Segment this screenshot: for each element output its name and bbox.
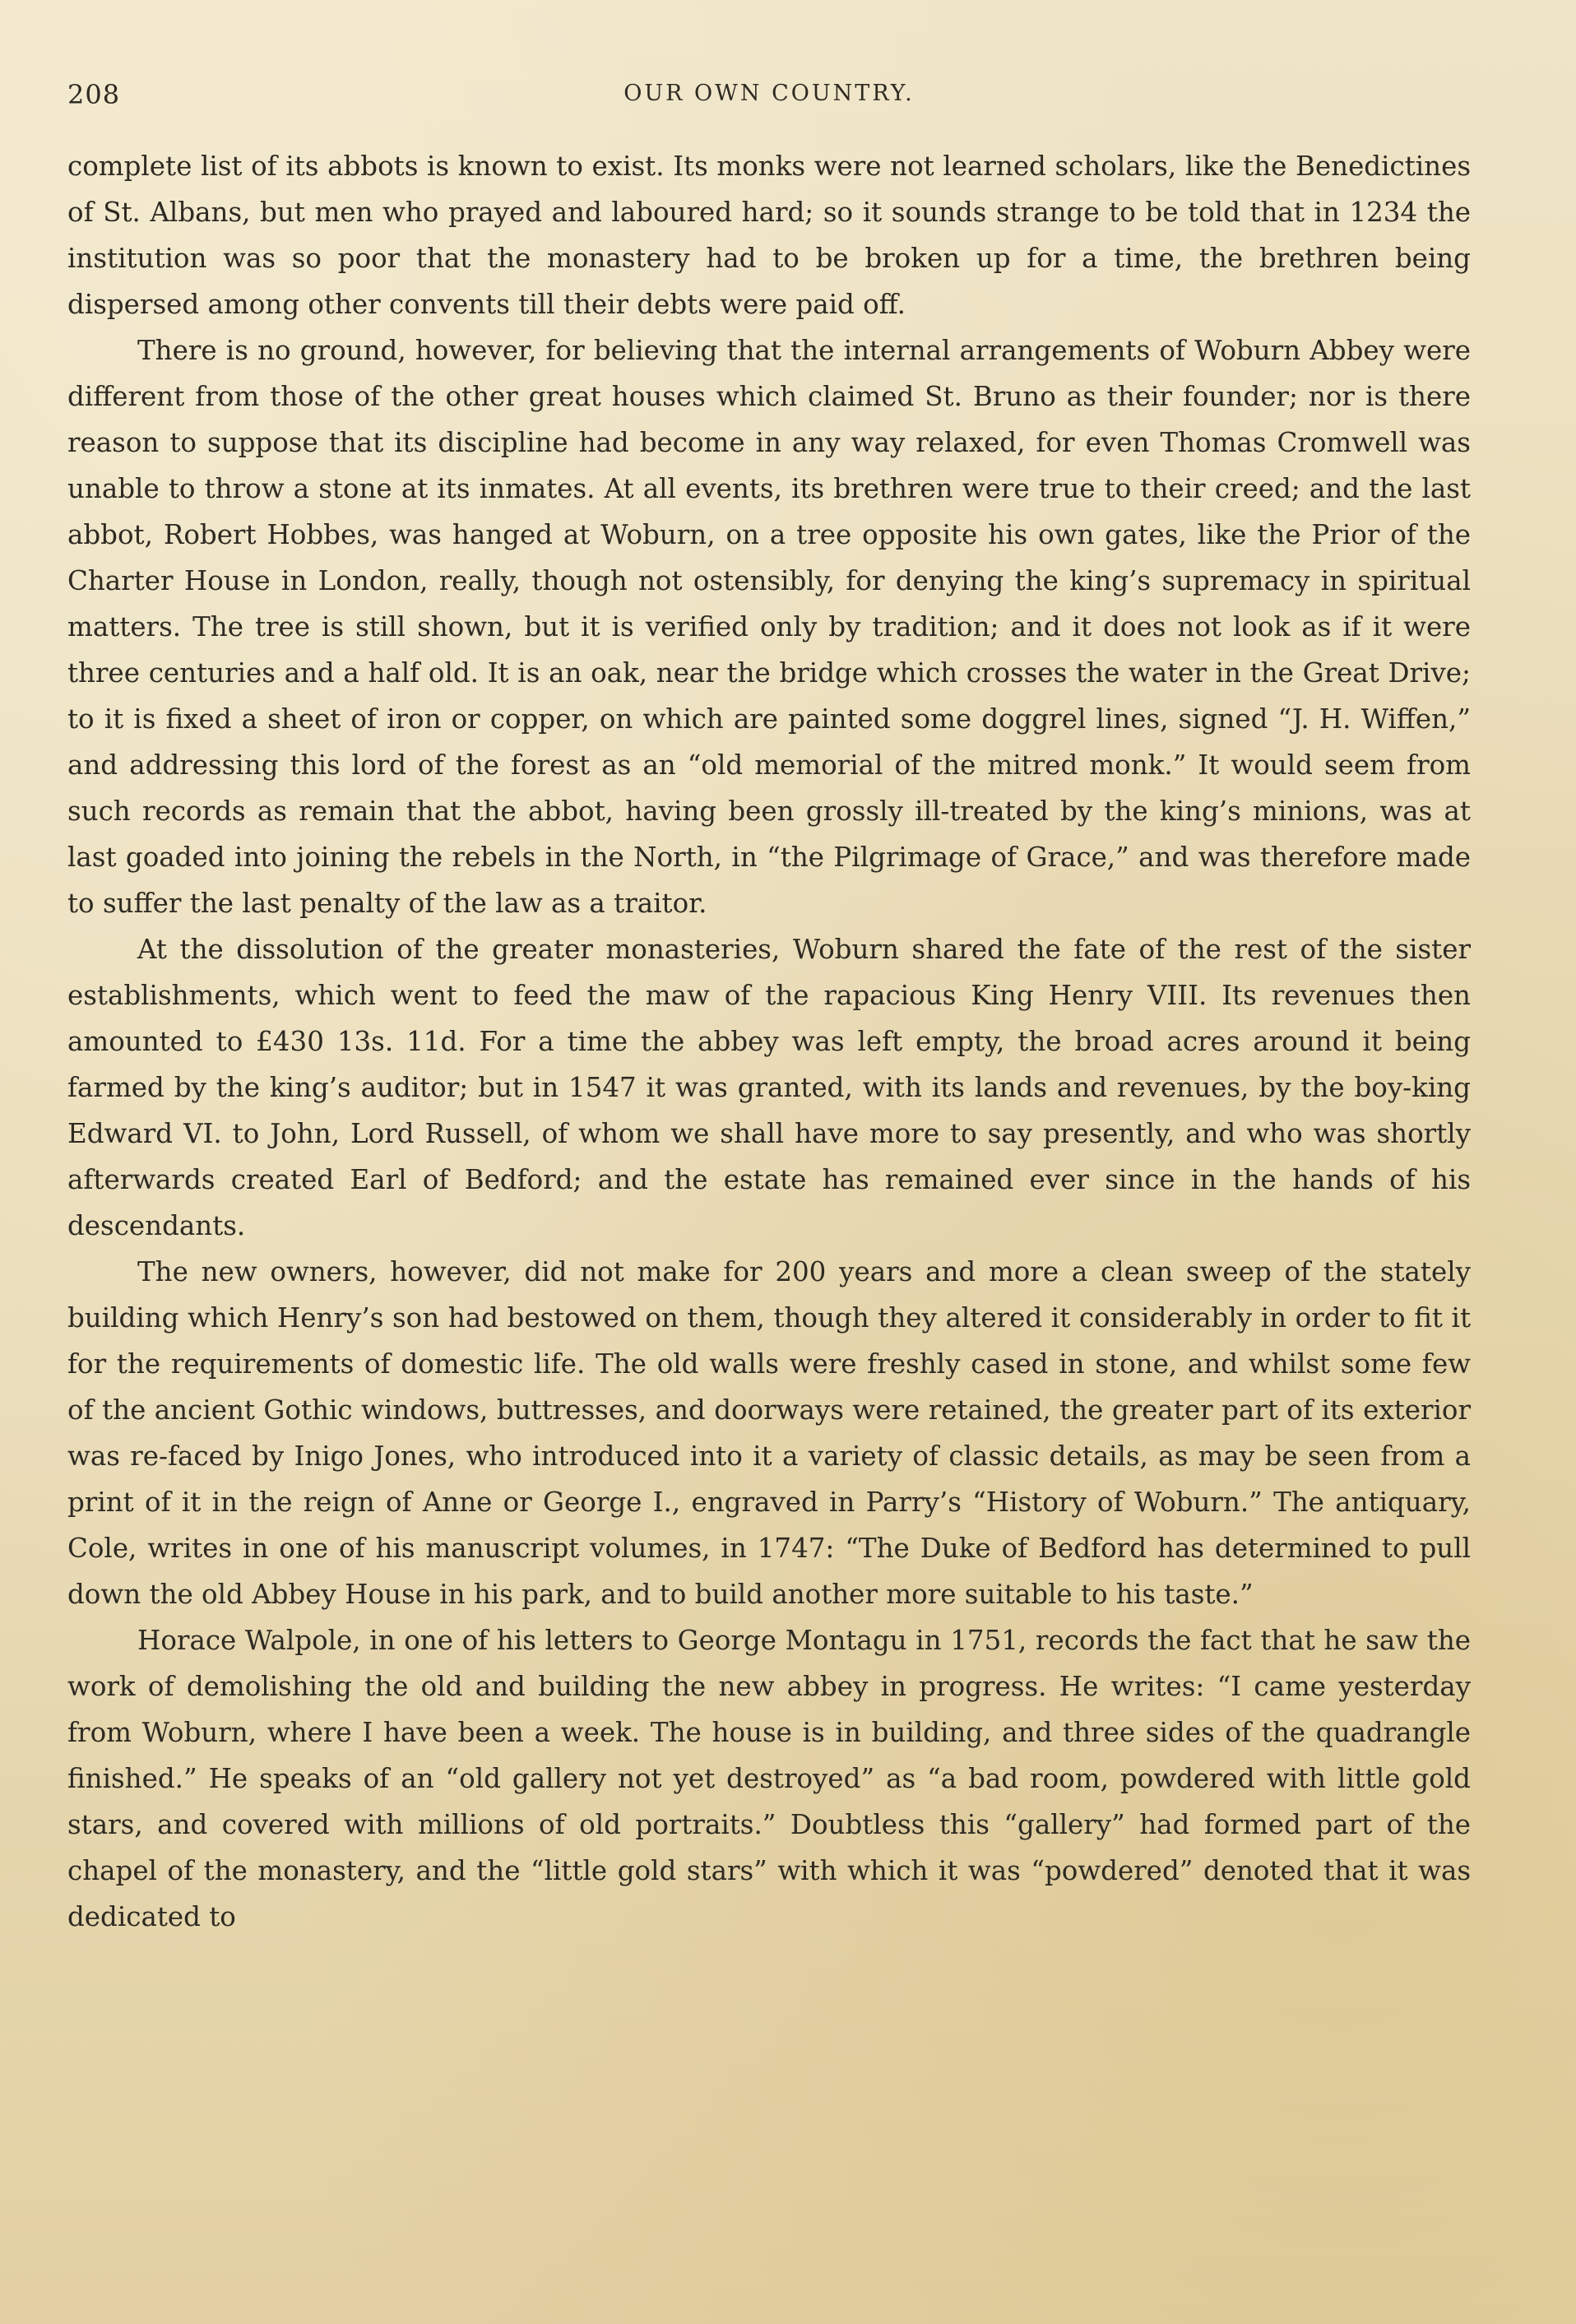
paragraph-3: At the dissolution of the greater monasteries, Woburn shared the fate of the rest of the sister establishments, which went to feed the maw of the rapacious King Henry VIII. Its revenues then amounted to £430 13s. 11d. For a time the abbey was left empty, the broad acres around it being farmed by the king’s auditor; but in 1547 it was granted, with its lands and revenues, by the boy-king Edward VI. to John, Lord Russell, of whom we shall have more to say presently, and who was shortly afterwards created Earl of Bedford; and the estate has remained ever since in the hands of his descendants. — [67, 934, 1471, 1241]
running-title: OUR OWN COUNTRY. — [623, 81, 915, 106]
body-text — [67, 143, 1471, 1940]
page-number: 208 — [67, 79, 121, 110]
book-page — [67, 79, 1471, 1940]
paragraph-4: The new owners, however, did not make for 200 years and more a clean sweep of the stately building which Henry’s son had bestowed on them, though they altered it considerably in order to fit it for the requirements of domestic life. The old walls were freshly cased in stone, and whilst some few of the ancient Gothic windows, buttresses, and doorways were retained, the greater part of its exterior was re-faced by Inigo Jones, who introduced into it a variety of classic details, as may be seen from a print of it in the reign of Anne or George I., engraved in Parry’s “History of Woburn.” The antiquary, Cole, writes in one of his manuscript volumes, in 1747: “The Duke of Bedford has determined to pull down the old Abbey House in his park, and to build another more suitable to his taste.” — [67, 1256, 1471, 1610]
paragraph-5: Horace Walpole, in one of his letters to George Montagu in 1751, records the fact that he saw the work of demolishing the old and building the new abbey in progress. He writes: “I came yesterday from Woburn, where I have been a week. The house is in building, and three sides of the quadrangle finished.” He speaks of an “old gallery not yet destroyed” as “a bad room, powdered with little gold stars, and covered with millions of old portraits.” Doubtless this “gallery” had formed part of the chapel of the monastery, and the “little gold stars” with which it was “powdered” denoted that it was dedicated to — [67, 1625, 1471, 1932]
running-head — [67, 79, 1471, 120]
paragraph-1: complete list of its abbots is known to exist. Its monks were not learned scholars, like the Benedictines of St. Albans, but men who prayed and laboured hard; so it sounds strange to be told that in 1234 the institution was so poor that the monastery had to be broken up for a time, the brethren being dispersed among other convents till their debts were paid off. — [67, 151, 1471, 320]
paragraph-2: There is no ground, however, for believing that the internal arrangements of Woburn Abbey were different from those of the other great houses which claimed St. Bruno as their founder; nor is there reason to suppose that its discipline had become in any way relaxed, for even Thomas Cromwell was unable to throw a stone at its inmates. At all events, its brethren were true to their creed; and the last abbot, Robert Hobbes, was hanged at Woburn, on a tree opposite his own gates, like the Prior of the Charter House in London, really, though not ostensibly, for denying the king’s supremacy in spiritual matters. The tree is still shown, but it is verified only by tradition; and it does not look as if it were three centuries and a half old. It is an oak, near the bridge which crosses the water in the Great Drive; to it is fixed a sheet of iron or copper, on which are painted some doggrel lines, signed “J. H. Wiffen,” and addressing this lord of the forest as an “old memorial of the mitred monk.” It would seem from such records as remain that the abbot, having been grossly ill-treated by the king’s minions, was at last goaded into joining the rebels in the North, in “the Pilgrimage of Grace,” and was therefore made to suffer the last penalty of the law as a traitor. — [67, 335, 1471, 919]
